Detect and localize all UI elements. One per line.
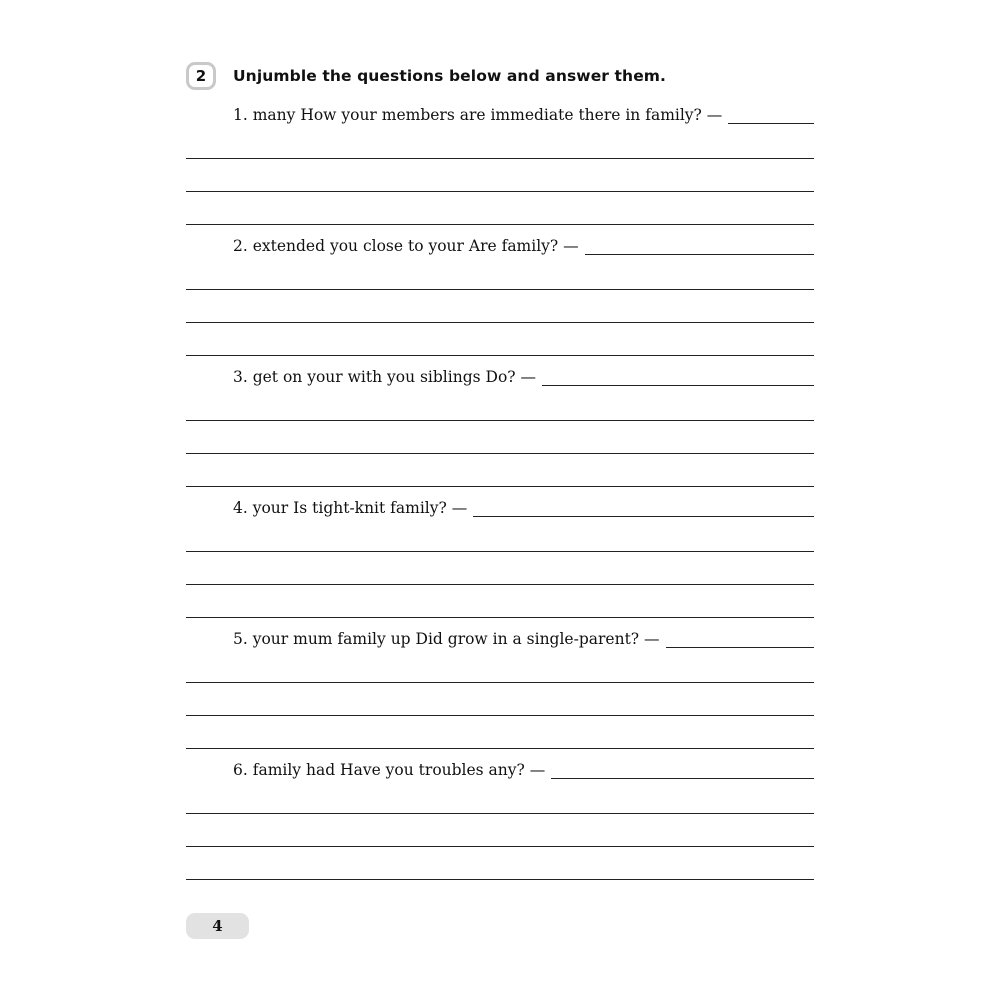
question-1-text: 1. many How your members are immediate there in family? — bbox=[233, 106, 723, 124]
question-6 bbox=[233, 755, 814, 781]
answer-line[interactable] bbox=[186, 420, 814, 421]
answer-line[interactable] bbox=[186, 322, 814, 323]
answer-line[interactable] bbox=[186, 224, 814, 225]
question-4-text: 4. your Is tight-knit family? — bbox=[233, 499, 468, 517]
answer-line[interactable] bbox=[186, 486, 814, 487]
question-5-inline-blank[interactable] bbox=[666, 646, 814, 648]
answer-line[interactable] bbox=[186, 355, 814, 356]
question-2-text: 2. extended you close to your Are family? — bbox=[233, 237, 579, 255]
answer-line[interactable] bbox=[186, 617, 814, 618]
question-5-text: 5. your mum family up Did grow in a single-parent? — bbox=[233, 630, 660, 648]
answer-line[interactable] bbox=[186, 191, 814, 192]
question-2-inline-blank[interactable] bbox=[585, 253, 814, 255]
exercise-instruction: Unjumble the questions below and answer them. bbox=[233, 67, 667, 85]
question-1 bbox=[233, 100, 814, 126]
answer-line[interactable] bbox=[186, 551, 814, 552]
answer-line[interactable] bbox=[186, 813, 814, 814]
question-3-text: 3. get on your with you siblings Do? — bbox=[233, 368, 537, 386]
answer-line[interactable] bbox=[186, 584, 814, 585]
answer-line[interactable] bbox=[186, 682, 814, 683]
answer-line[interactable] bbox=[186, 158, 814, 159]
answer-line[interactable] bbox=[186, 453, 814, 454]
question-2 bbox=[233, 231, 814, 257]
question-3-inline-blank[interactable] bbox=[542, 384, 814, 386]
answer-line[interactable] bbox=[186, 879, 814, 880]
question-1-inline-blank[interactable] bbox=[728, 122, 814, 124]
answer-line[interactable] bbox=[186, 748, 814, 749]
question-6-text: 6. family had Have you troubles any? — bbox=[233, 761, 546, 779]
question-4 bbox=[233, 493, 814, 519]
page-number: 4 bbox=[186, 913, 249, 939]
question-6-inline-blank[interactable] bbox=[551, 777, 814, 779]
question-4-inline-blank[interactable] bbox=[473, 515, 814, 517]
answer-line[interactable] bbox=[186, 715, 814, 716]
answer-line[interactable] bbox=[186, 846, 814, 847]
exercise-number-badge: 2 bbox=[186, 62, 216, 90]
exercise-header bbox=[186, 62, 666, 90]
answer-line[interactable] bbox=[186, 289, 814, 290]
question-5 bbox=[233, 624, 814, 650]
question-3 bbox=[233, 362, 814, 388]
